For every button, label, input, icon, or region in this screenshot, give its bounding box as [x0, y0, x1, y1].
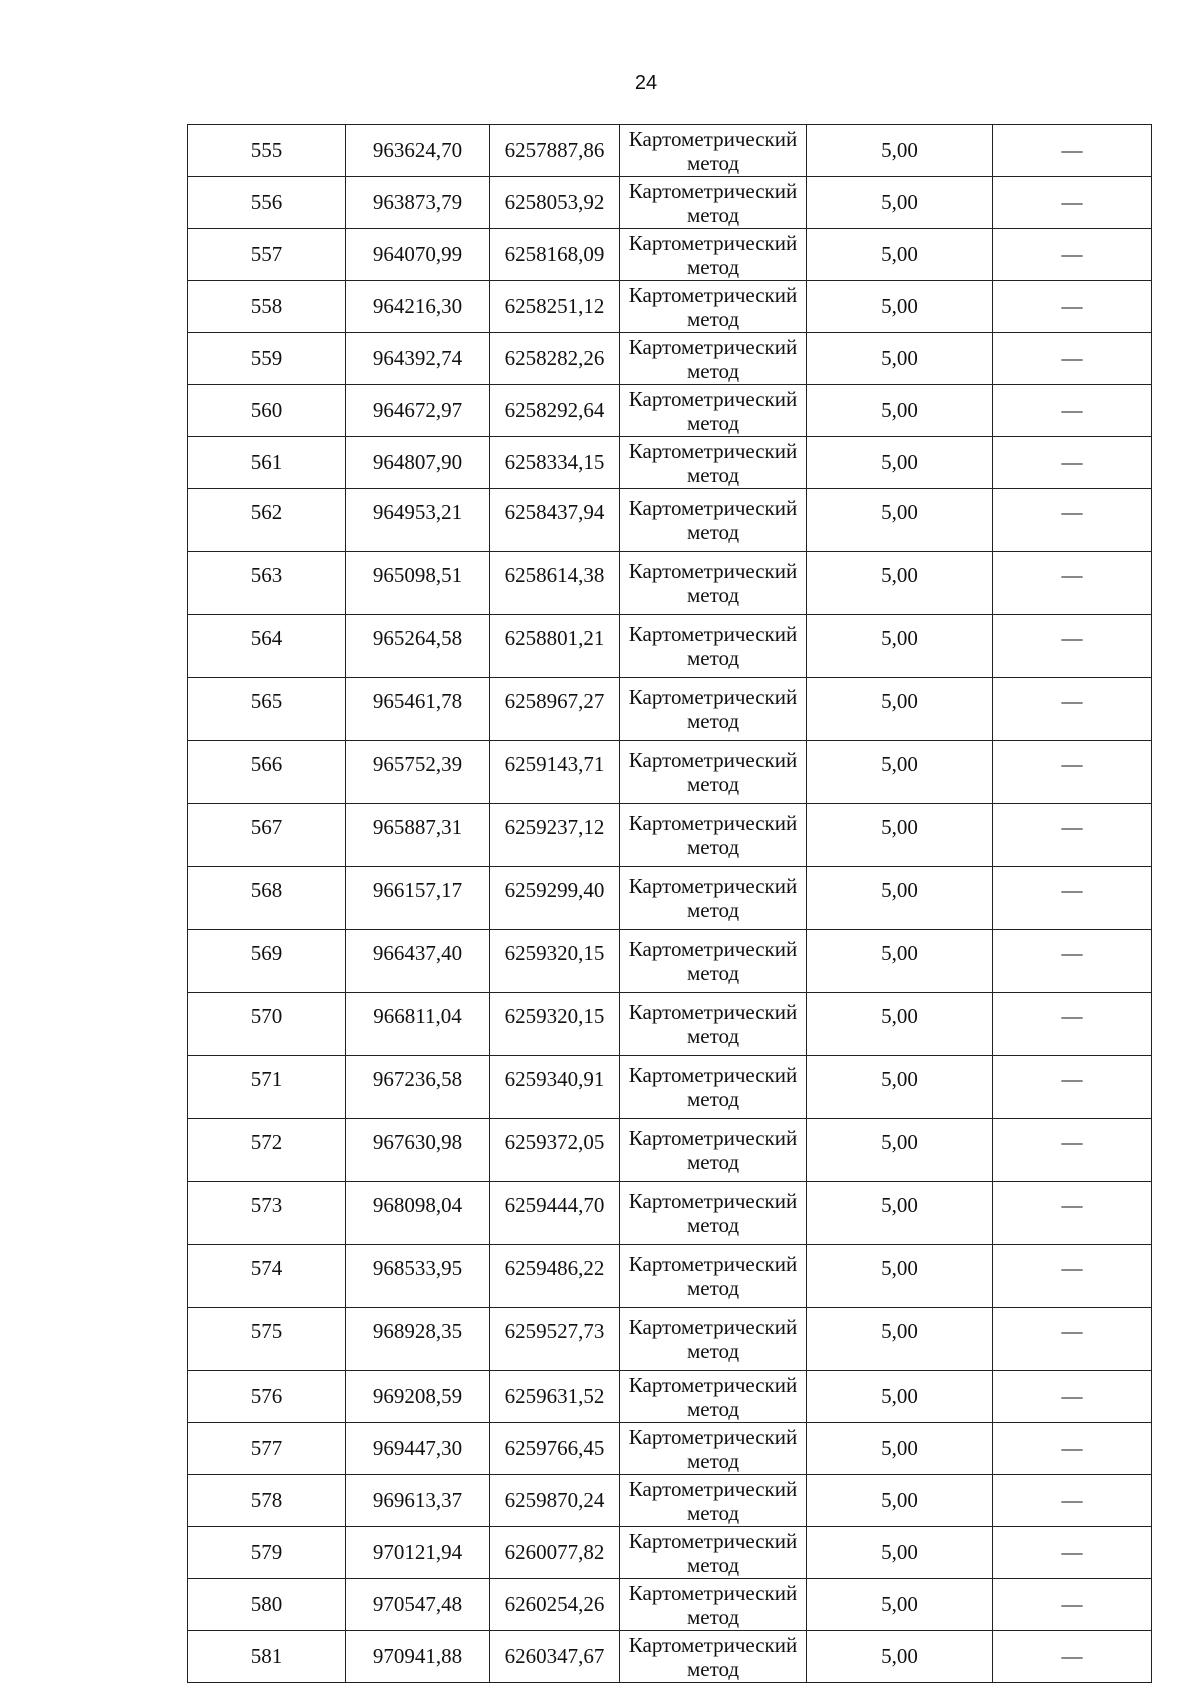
- x-coordinate-cell: 965887,31: [346, 804, 490, 867]
- x-coordinate-cell: 963873,79: [346, 177, 490, 229]
- x-coordinate-cell: 966437,40: [346, 930, 490, 993]
- y-coordinate-cell: 6258967,27: [490, 678, 620, 741]
- precision-cell: 5,00: [807, 1527, 993, 1579]
- method-line2: метод: [686, 410, 740, 435]
- point-number-cell: 557: [188, 229, 346, 281]
- note-cell: —: [993, 804, 1152, 867]
- x-coordinate-cell: 964216,30: [346, 281, 490, 333]
- precision-cell: 5,00: [807, 1119, 993, 1182]
- method-line1: Картометрический: [628, 496, 798, 520]
- method-line2: метод: [686, 772, 740, 796]
- method-cell: [620, 489, 807, 552]
- note-cell: —: [993, 1579, 1152, 1631]
- table-row: [188, 804, 1152, 867]
- method-line1: Картометрический: [628, 1528, 798, 1553]
- x-coordinate-cell: 964672,97: [346, 385, 490, 437]
- precision-cell: 5,00: [807, 1308, 993, 1371]
- note-cell: —: [993, 1423, 1152, 1475]
- point-number-cell: 556: [188, 177, 346, 229]
- point-number-cell: 574: [188, 1245, 346, 1308]
- x-coordinate-cell: 970547,48: [346, 1579, 490, 1631]
- method-line1: Картометрический: [628, 1063, 798, 1087]
- method-cell: [620, 385, 807, 437]
- x-coordinate-cell: 963624,70: [346, 125, 490, 177]
- method-cell: [620, 1579, 807, 1631]
- table-row: [188, 678, 1152, 741]
- y-coordinate-cell: 6260077,82: [490, 1527, 620, 1579]
- method-line2: метод: [686, 709, 740, 733]
- method-line1: Картометрический: [628, 748, 798, 772]
- note-cell: —: [993, 1182, 1152, 1245]
- note-cell: —: [993, 993, 1152, 1056]
- note-cell: —: [993, 741, 1152, 804]
- y-coordinate-cell: 6259299,40: [490, 867, 620, 930]
- precision-cell: 5,00: [807, 930, 993, 993]
- table-row: [188, 437, 1152, 489]
- note-cell: —: [993, 1119, 1152, 1182]
- x-coordinate-cell: 965098,51: [346, 552, 490, 615]
- method-line2: метод: [686, 1552, 740, 1577]
- method-line2: метод: [686, 520, 740, 544]
- method-line2: метод: [686, 358, 740, 383]
- method-line2: метод: [686, 835, 740, 859]
- method-line2: метод: [686, 1150, 740, 1174]
- y-coordinate-cell: 6259340,91: [490, 1056, 620, 1119]
- method-line2: метод: [686, 1448, 740, 1473]
- x-coordinate-cell: 964953,21: [346, 489, 490, 552]
- table-row: [188, 1308, 1152, 1371]
- precision-cell: 5,00: [807, 1245, 993, 1308]
- point-number-cell: 575: [188, 1308, 346, 1371]
- precision-cell: 5,00: [807, 437, 993, 489]
- method-line1: Картометрический: [628, 811, 798, 835]
- table-row: [188, 867, 1152, 930]
- precision-cell: 5,00: [807, 615, 993, 678]
- method-line2: метод: [686, 150, 740, 175]
- method-line1: Картометрический: [628, 622, 798, 646]
- note-cell: —: [993, 281, 1152, 333]
- method-line2: метод: [686, 583, 740, 607]
- point-number-cell: 576: [188, 1371, 346, 1423]
- x-coordinate-cell: 970121,94: [346, 1527, 490, 1579]
- method-line1: Картометрический: [628, 438, 798, 463]
- note-cell: —: [993, 1475, 1152, 1527]
- table-row: [188, 1527, 1152, 1579]
- table-row: [188, 993, 1152, 1056]
- method-line1: Картометрический: [628, 1372, 798, 1397]
- method-cell: [620, 177, 807, 229]
- table-row: [188, 281, 1152, 333]
- point-number-cell: 573: [188, 1182, 346, 1245]
- y-coordinate-cell: 6258282,26: [490, 333, 620, 385]
- method-cell: [620, 804, 807, 867]
- y-coordinate-cell: 6258334,15: [490, 437, 620, 489]
- precision-cell: 5,00: [807, 1475, 993, 1527]
- method-line2: метод: [686, 1276, 740, 1300]
- precision-cell: 5,00: [807, 281, 993, 333]
- x-coordinate-cell: 969613,37: [346, 1475, 490, 1527]
- method-line2: метод: [686, 306, 740, 331]
- y-coordinate-cell: 6259320,15: [490, 993, 620, 1056]
- method-line2: метод: [686, 1656, 740, 1681]
- method-line1: Картометрический: [628, 1126, 798, 1150]
- x-coordinate-cell: 968928,35: [346, 1308, 490, 1371]
- precision-cell: 5,00: [807, 867, 993, 930]
- method-line2: метод: [686, 1500, 740, 1525]
- method-cell: [620, 125, 807, 177]
- y-coordinate-cell: 6259486,22: [490, 1245, 620, 1308]
- note-cell: —: [993, 385, 1152, 437]
- x-coordinate-cell: 969447,30: [346, 1423, 490, 1475]
- table-row: [188, 1119, 1152, 1182]
- method-line2: метод: [686, 1024, 740, 1048]
- table-row: [188, 1182, 1152, 1245]
- precision-cell: 5,00: [807, 552, 993, 615]
- point-number-cell: 572: [188, 1119, 346, 1182]
- method-line2: метод: [686, 1396, 740, 1421]
- method-line1: Картометрический: [628, 178, 798, 203]
- note-cell: —: [993, 552, 1152, 615]
- method-cell: [620, 1119, 807, 1182]
- note-cell: —: [993, 333, 1152, 385]
- note-cell: —: [993, 867, 1152, 930]
- y-coordinate-cell: 6259766,45: [490, 1423, 620, 1475]
- point-number-cell: 581: [188, 1631, 346, 1683]
- point-number-cell: 562: [188, 489, 346, 552]
- precision-cell: 5,00: [807, 229, 993, 281]
- y-coordinate-cell: 6258437,94: [490, 489, 620, 552]
- method-line1: Картометрический: [628, 559, 798, 583]
- point-number-cell: 579: [188, 1527, 346, 1579]
- point-number-cell: 578: [188, 1475, 346, 1527]
- x-coordinate-cell: 965461,78: [346, 678, 490, 741]
- table-row: [188, 1475, 1152, 1527]
- method-cell: [620, 1308, 807, 1371]
- note-cell: —: [993, 229, 1152, 281]
- point-number-cell: 564: [188, 615, 346, 678]
- x-coordinate-cell: 966157,17: [346, 867, 490, 930]
- x-coordinate-cell: 965752,39: [346, 741, 490, 804]
- method-line1: Картометрический: [628, 230, 798, 255]
- x-coordinate-cell: 968533,95: [346, 1245, 490, 1308]
- method-cell: [620, 615, 807, 678]
- precision-cell: 5,00: [807, 385, 993, 437]
- method-line1: Картометрический: [628, 334, 798, 359]
- point-number-cell: 570: [188, 993, 346, 1056]
- method-line1: Картометрический: [628, 1000, 798, 1024]
- precision-cell: 5,00: [807, 489, 993, 552]
- y-coordinate-cell: 6260254,26: [490, 1579, 620, 1631]
- method-cell: [620, 1631, 807, 1683]
- note-cell: —: [993, 177, 1152, 229]
- table-row: [188, 1423, 1152, 1475]
- point-number-cell: 561: [188, 437, 346, 489]
- method-line1: Картометрический: [628, 386, 798, 411]
- point-number-cell: 565: [188, 678, 346, 741]
- precision-cell: 5,00: [807, 993, 993, 1056]
- x-coordinate-cell: 969208,59: [346, 1371, 490, 1423]
- note-cell: —: [993, 1056, 1152, 1119]
- point-number-cell: 567: [188, 804, 346, 867]
- y-coordinate-cell: 6258168,09: [490, 229, 620, 281]
- point-number-cell: 571: [188, 1056, 346, 1119]
- precision-cell: 5,00: [807, 333, 993, 385]
- method-cell: [620, 741, 807, 804]
- y-coordinate-cell: 6259870,24: [490, 1475, 620, 1527]
- method-cell: [620, 333, 807, 385]
- method-cell: [620, 437, 807, 489]
- method-line1: Картометрический: [628, 126, 798, 151]
- method-cell: [620, 1182, 807, 1245]
- coordinates-table: [187, 124, 1152, 1683]
- table-row: [188, 1579, 1152, 1631]
- method-line1: Картометрический: [628, 874, 798, 898]
- y-coordinate-cell: 6259320,15: [490, 930, 620, 993]
- point-number-cell: 559: [188, 333, 346, 385]
- point-number-cell: 560: [188, 385, 346, 437]
- method-cell: [620, 1475, 807, 1527]
- method-line2: метод: [686, 462, 740, 487]
- method-cell: [620, 1245, 807, 1308]
- y-coordinate-cell: 6259527,73: [490, 1308, 620, 1371]
- method-cell: [620, 1423, 807, 1475]
- method-cell: [620, 281, 807, 333]
- note-cell: —: [993, 930, 1152, 993]
- table-row: [188, 385, 1152, 437]
- y-coordinate-cell: 6259372,05: [490, 1119, 620, 1182]
- table-row: [188, 177, 1152, 229]
- x-coordinate-cell: 970941,88: [346, 1631, 490, 1683]
- method-cell: [620, 867, 807, 930]
- table-row: [188, 229, 1152, 281]
- y-coordinate-cell: 6258801,21: [490, 615, 620, 678]
- table-row: [188, 552, 1152, 615]
- note-cell: —: [993, 678, 1152, 741]
- note-cell: —: [993, 1631, 1152, 1683]
- note-cell: —: [993, 1527, 1152, 1579]
- method-line2: метод: [686, 202, 740, 227]
- note-cell: —: [993, 125, 1152, 177]
- y-coordinate-cell: 6259143,71: [490, 741, 620, 804]
- method-line2: метод: [686, 646, 740, 670]
- method-cell: [620, 552, 807, 615]
- note-cell: —: [993, 1308, 1152, 1371]
- method-cell: [620, 229, 807, 281]
- note-cell: —: [993, 1245, 1152, 1308]
- precision-cell: 5,00: [807, 1631, 993, 1683]
- y-coordinate-cell: 6258251,12: [490, 281, 620, 333]
- method-line1: Картометрический: [628, 685, 798, 709]
- method-line1: Картометрический: [628, 1189, 798, 1213]
- x-coordinate-cell: 967236,58: [346, 1056, 490, 1119]
- precision-cell: 5,00: [807, 1579, 993, 1631]
- y-coordinate-cell: 6258292,64: [490, 385, 620, 437]
- method-line2: метод: [686, 1213, 740, 1237]
- method-line1: Картометрический: [628, 1580, 798, 1605]
- precision-cell: 5,00: [807, 741, 993, 804]
- method-line1: Картометрический: [628, 1476, 798, 1501]
- method-line2: метод: [686, 254, 740, 279]
- precision-cell: 5,00: [807, 678, 993, 741]
- method-line1: Картометрический: [628, 937, 798, 961]
- method-line2: метод: [686, 1604, 740, 1629]
- point-number-cell: 558: [188, 281, 346, 333]
- precision-cell: 5,00: [807, 1182, 993, 1245]
- method-cell: [620, 993, 807, 1056]
- point-number-cell: 577: [188, 1423, 346, 1475]
- table-row: [188, 489, 1152, 552]
- table-row: [188, 741, 1152, 804]
- point-number-cell: 580: [188, 1579, 346, 1631]
- table-row: [188, 1631, 1152, 1683]
- note-cell: —: [993, 615, 1152, 678]
- table-row: [188, 1056, 1152, 1119]
- x-coordinate-cell: 967630,98: [346, 1119, 490, 1182]
- x-coordinate-cell: 968098,04: [346, 1182, 490, 1245]
- y-coordinate-cell: 6258053,92: [490, 177, 620, 229]
- method-cell: [620, 1056, 807, 1119]
- precision-cell: 5,00: [807, 177, 993, 229]
- x-coordinate-cell: 964807,90: [346, 437, 490, 489]
- precision-cell: 5,00: [807, 125, 993, 177]
- method-line1: Картометрический: [628, 1252, 798, 1276]
- table-row: [188, 125, 1152, 177]
- table-row: [188, 930, 1152, 993]
- table-row: [188, 1245, 1152, 1308]
- method-cell: [620, 678, 807, 741]
- y-coordinate-cell: 6257887,86: [490, 125, 620, 177]
- method-cell: [620, 1527, 807, 1579]
- method-line1: Картометрический: [628, 1632, 798, 1657]
- point-number-cell: 555: [188, 125, 346, 177]
- x-coordinate-cell: 964392,74: [346, 333, 490, 385]
- method-cell: [620, 1371, 807, 1423]
- y-coordinate-cell: 6259237,12: [490, 804, 620, 867]
- page-number: 24: [634, 72, 658, 94]
- x-coordinate-cell: 964070,99: [346, 229, 490, 281]
- method-line2: метод: [686, 961, 740, 985]
- method-cell: [620, 930, 807, 993]
- method-line1: Картометрический: [628, 282, 798, 307]
- point-number-cell: 569: [188, 930, 346, 993]
- table-row: [188, 333, 1152, 385]
- y-coordinate-cell: 6259444,70: [490, 1182, 620, 1245]
- method-line2: метод: [686, 1087, 740, 1111]
- table-row: [188, 615, 1152, 678]
- note-cell: —: [993, 1371, 1152, 1423]
- note-cell: —: [993, 437, 1152, 489]
- method-line1: Картометрический: [628, 1315, 798, 1339]
- point-number-cell: 563: [188, 552, 346, 615]
- method-line2: метод: [686, 898, 740, 922]
- method-line2: метод: [686, 1339, 740, 1363]
- x-coordinate-cell: 966811,04: [346, 993, 490, 1056]
- method-line1: Картометрический: [628, 1424, 798, 1449]
- point-number-cell: 566: [188, 741, 346, 804]
- note-cell: —: [993, 489, 1152, 552]
- y-coordinate-cell: 6259631,52: [490, 1371, 620, 1423]
- point-number-cell: 568: [188, 867, 346, 930]
- precision-cell: 5,00: [807, 804, 993, 867]
- y-coordinate-cell: 6258614,38: [490, 552, 620, 615]
- x-coordinate-cell: 965264,58: [346, 615, 490, 678]
- precision-cell: 5,00: [807, 1423, 993, 1475]
- precision-cell: 5,00: [807, 1371, 993, 1423]
- y-coordinate-cell: 6260347,67: [490, 1631, 620, 1683]
- table-row: [188, 1371, 1152, 1423]
- precision-cell: 5,00: [807, 1056, 993, 1119]
